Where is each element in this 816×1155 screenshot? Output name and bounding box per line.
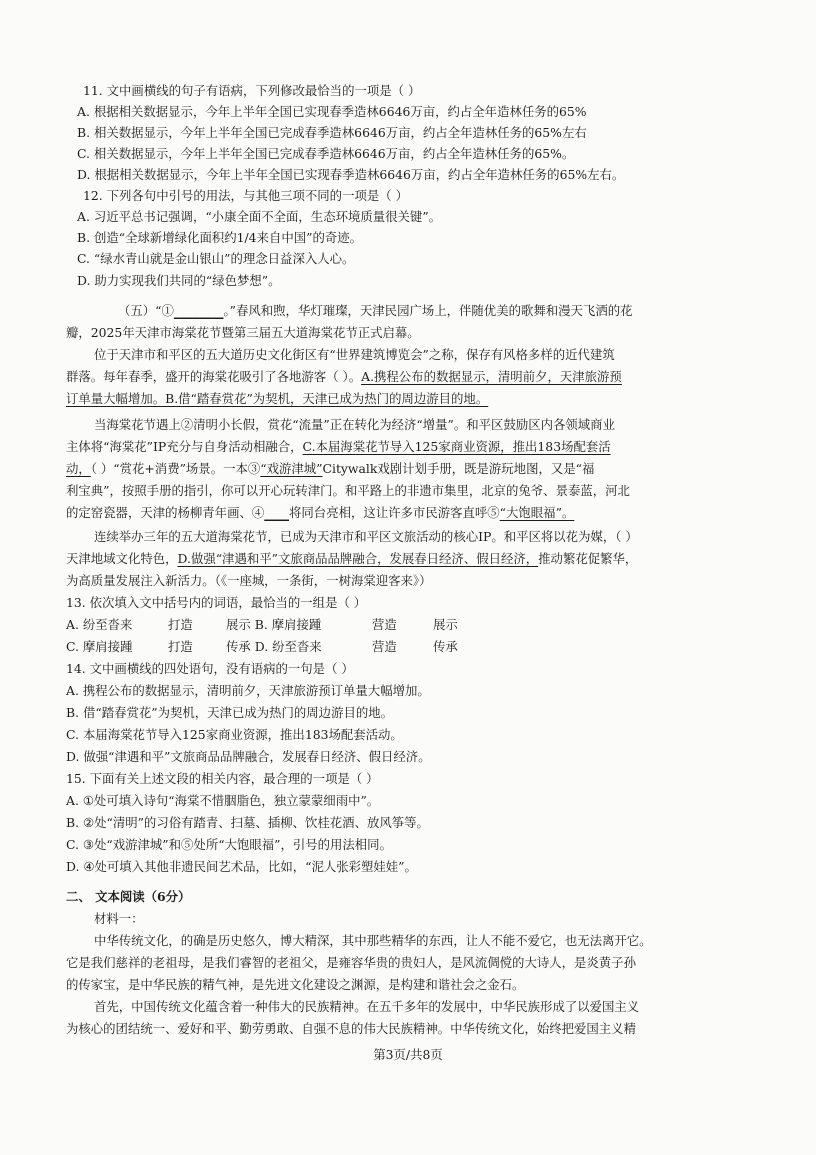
passage-line: 当海棠花节遇上②清明小长假，赏花“流量”正在转化为经济“增量”。和平区鼓励区内各领域商业 xyxy=(94,417,615,432)
q15-option-d: D. ④处可填入其他非遗民间艺术品，比如，“泥人张彩塑娃娃”。 xyxy=(66,859,417,874)
passage-line: 连续举办三年的五大道海棠花节，已成为天津市和平区文旅活动的核心IP。和平区将以花为媒，（ ） xyxy=(94,529,638,544)
reading-paragraph: 它是我们慈祥的老祖母，是我们睿智的老祖父，是雍容华贵的贵妇人，是风流倜傥的大诗人，是炎黄子孙 xyxy=(66,955,636,970)
passage-line: 天津地域文化特色，D.做强“津遇和平”文旅商品品牌融合，发展春日经济、假日经济，推动繁花促繁华， xyxy=(66,551,638,566)
section-heading: 二、 文本阅读（6分） xyxy=(66,889,191,904)
q12-option-c: C. “绿水青山就是金山银山”的理念日益深入人心。 xyxy=(77,251,355,266)
q15-option-b: B. ②处“清明”的习俗有踏青、扫墓、插柳、饮桂花酒、放风筝等。 xyxy=(66,815,429,830)
reading-paragraph: 中华传统文化，的确是历史悠久，博大精深，其中那些精华的东西，让人不能不爱它，也无法离开它。 xyxy=(94,933,652,948)
passage-line: 位于天津市和平区的五大道历史文化街区有“世界建筑博览会”之称，保存有风格多样的近代建筑 xyxy=(94,347,615,362)
page-number: 第3页/共8页 xyxy=(373,1047,443,1062)
q15-option-c: C. ③处“戏游津城”和⑤处所“大饱眼福”，引号的用法相同。 xyxy=(66,837,392,852)
q14-option-a: A. 携程公布的数据显示，清明前夕，天津旅游预订单量大幅增加。 xyxy=(66,683,430,698)
q12-option-d: D. 助力实现我们共同的“绿色梦想”。 xyxy=(77,273,281,288)
q12-stem: 12. 下列各句中引号的用法，与其他三项不同的一项是（ ） xyxy=(83,188,408,203)
marked-phrase-5: “大饱眼福”。 xyxy=(499,505,575,520)
passage-line: 为高质量发展注入新活力。（《一座城，一条街，一树海棠迎客来》） xyxy=(66,573,432,588)
passage-line: 利宝典”，按照手册的指引，你可以开心玩转津门。和平路上的非遗市集里，北京的兔爷、景泰蓝，河北 xyxy=(66,483,630,498)
material-label: 材料一： xyxy=(94,911,144,926)
underlined-sentence-a: A.携程公布的数据显示，清明前夕，天津旅游预 xyxy=(361,369,622,384)
marked-phrase-3: “戏游津城” xyxy=(260,461,323,476)
q15-option-a: A. ①处可填入诗句“海棠不惜胭脂色，独立蒙蒙细雨中”。 xyxy=(66,793,380,808)
q14-option-c: C. 本届海棠花节导入125家商业资源，推出183场配套活动。 xyxy=(66,727,403,742)
q11-option-c: C. 相关数据显示，今年上半年全国已完成春季造林6646万亩，约占全年造林任务的65%。 xyxy=(77,146,575,161)
passage-line: 瓣，2025年天津市海棠花节暨第三届五大道海棠花节正式启幕。 xyxy=(66,325,420,340)
underlined-sentence-d: D.做强“津遇和平”文旅商品品牌融合，发展春日经济、假日经济， xyxy=(177,551,539,566)
blank-1: ________ xyxy=(173,303,224,318)
q13-stem: 13. 依次填入文中括号内的词语，最恰当的一组是（ ） xyxy=(66,595,367,610)
underlined-sentence-c: C.本届海棠花节导入125家商业资源，推出183场配套活 xyxy=(302,439,611,454)
reading-paragraph: 的传家宝，是中华民族的精气神，是先进文化建设之渊源，是构建和谐社会之金石。 xyxy=(66,977,525,992)
q12-option-a: A. 习近平总书记强调，“小康全面不全面，生态环境质量很关键”。 xyxy=(77,209,442,224)
passage-line: （五）“①________。”春风和煦，华灯璀璨，天津民园广场上，伴随优美的歌舞和漫天飞洒的花 xyxy=(118,303,633,318)
passage-line: 的定窑瓷器，天津的杨柳青年画、④____将同台亮相，这让许多市民游客直呼⑤“大饱眼福”。 xyxy=(66,505,575,520)
q11-option-d: D. 根据相关数据显示，今年上半年全国已实现春季造林6646万亩，约占全年造林任务的65%左右。 xyxy=(77,167,625,182)
q15-stem: 15. 下面有关上述文段的相关内容，最合理的一项是（ ） xyxy=(66,771,379,786)
passage-line: 群落。每年春季，盛开的海棠花吸引了各地游客（ ）。A.携程公布的数据显示，清明前夕，天津旅游预 xyxy=(66,369,622,384)
q14-option-d: D. 做强“津遇和平”文旅商品品牌融合，发展春日经济、假日经济。 xyxy=(66,749,431,764)
underlined-sentence-b: 订单量大幅增加。B.借“踏春赏花”为契机，天津已成为热门的周边游目的地。 xyxy=(66,391,489,406)
q13-options-ab: A. 纷至沓来 打造 展示 B. 摩肩接踵 营造 展示 xyxy=(66,617,458,632)
reading-paragraph: 首先，中国传统文化蕴含着一种伟大的民族精神。在五千多年的发展中，中华民族形成了以爱国主义 xyxy=(94,999,640,1014)
q13-options-cd: C. 摩肩接踵 打造 传承 D. 纷至沓来 营造 传承 xyxy=(66,639,458,654)
passage-line: 动，（ ）“赏花+消费”场景。一本③“戏游津城”Citywalk戏剧计划手册，既是游玩地图，又是“福 xyxy=(66,461,595,476)
q14-option-b: B. 借“踏春赏花”为契机，天津已成为热门的周边游目的地。 xyxy=(66,705,394,720)
q11-option-a: A. 根据相关数据显示，今年上半年全国已实现春季造林6646万亩，约占全年造林任务的65% xyxy=(77,104,587,119)
reading-paragraph: 为核心的团结统一、爱好和平、勤劳勇敢、自强不息的伟大民族精神。中华传统文化，始终把爱国主义精 xyxy=(66,1021,636,1036)
q12-option-b: B. 创造“全球新增绿化面积约1/4来自中国”的奇迹。 xyxy=(77,230,363,245)
q14-stem: 14. 文中画横线的四处语句，没有语病的一句是（ ） xyxy=(66,661,354,676)
passage-line: 主体将“海棠花”IP充分与自身活动相融合，C.本届海棠花节导入125家商业资源，推出183场配套活 xyxy=(66,439,611,454)
q11-option-b: B. 相关数据显示，今年上半年全国已完成春季造林6646万亩，约占全年造林任务的65%左右 xyxy=(77,125,587,140)
blank-4: ____ xyxy=(264,505,290,520)
q11-stem: 11. 文中画横线的句子有语病，下列修改最恰当的一项是（ ） xyxy=(83,83,421,98)
